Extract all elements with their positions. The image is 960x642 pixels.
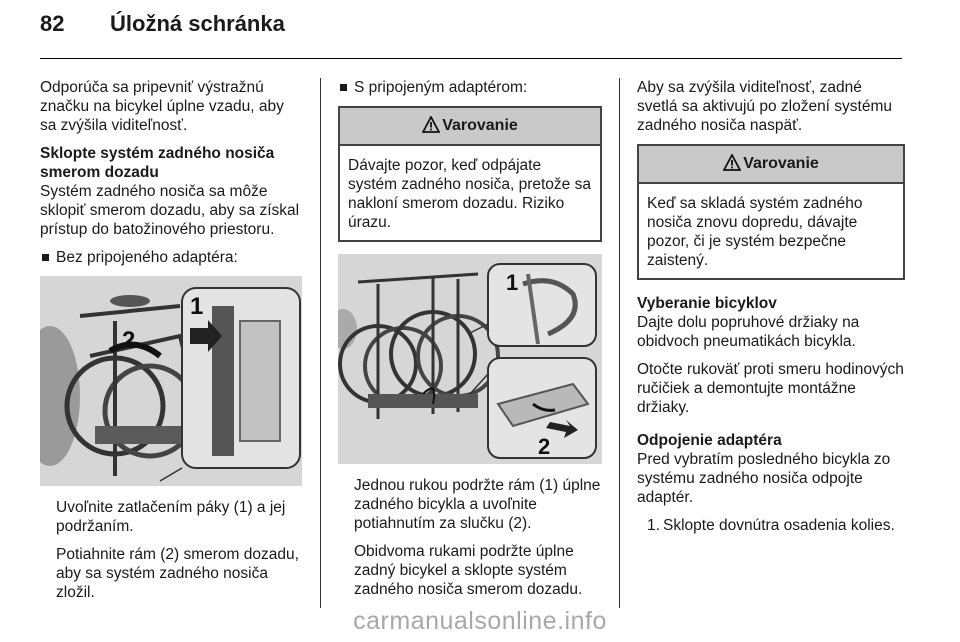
figure-label-2: 2 — [538, 434, 551, 459]
step-1 — [637, 516, 905, 535]
bike-carrier-lever-illustration — [40, 276, 302, 486]
paragraph-strap-holders: Dajte dolu popruhové držiaky na obidvoch pneumatikách bicykla. — [637, 314, 860, 350]
bike-carrier-adapter-illustration — [338, 254, 602, 464]
warning-title: Varovanie — [442, 117, 518, 134]
step-number: 1. — [647, 517, 660, 534]
bullet-square-icon — [340, 84, 347, 91]
warning-box-2 — [637, 144, 905, 280]
warning-triangle-icon — [422, 116, 440, 133]
column-2 — [338, 78, 602, 608]
column-3 — [637, 78, 905, 535]
bullet-with-adapter — [338, 78, 602, 97]
column-divider-1 — [320, 78, 321, 608]
illustration-adapter-release — [338, 254, 602, 464]
header-rule — [40, 58, 902, 59]
bullet-text: S pripojeným adaptérom: — [354, 79, 528, 96]
section-heading-remove-bikes: Vyberanie bicyklov — [637, 295, 777, 312]
paragraph-disconnect-adapter: Pred vybratím posledného bicykla zo systému zadného nosiča odpojte adaptér. — [637, 451, 891, 506]
paragraph-rear-lights: Aby sa zvýšila viditeľnosť, zadné svetlá sa aktivujú po zložení systému zadného nosiča naspäť. — [637, 79, 893, 134]
paragraph-hold-frame: Jednou rukou podržte rám (1) úplne zadného bicykla a uvoľnite potiahnutím za slučku (2). — [354, 477, 601, 532]
paragraph-turn-handle: Otočte rukoväť proti smeru hodinových ručičiek a demontujte montážne držiaky. — [637, 361, 904, 416]
page-title: Úložná schránka — [110, 11, 285, 36]
watermark: carmanualsonline.info — [353, 607, 607, 635]
bullet-without-adapter — [40, 248, 304, 267]
figure-label-2: 2 — [122, 327, 136, 354]
warning-header — [340, 108, 600, 146]
page-number: 82 — [40, 11, 65, 36]
section-heading-fold-back: Sklopte systém zadného nosiča smerom dozadu — [40, 145, 275, 181]
warning-text: Keď sa skladá systém zadného nosiča znovu dopredu, dávajte pozor, či je systém bezpečne zaistený. — [647, 195, 863, 269]
warning-title: Varovanie — [743, 155, 819, 172]
warning-header — [639, 146, 903, 184]
figure-label-1: 1 — [190, 293, 204, 320]
column-1 — [40, 78, 304, 611]
paragraph-press-lever: Uvoľnite zatlačením páky (1) a jej podržaním. — [56, 499, 286, 535]
warning-triangle-icon — [723, 154, 741, 171]
paragraph-fold-rear: Obidvoma rukami podržte úplne zadný bicykel a sklopte systém zadného nosiča smerom dozadu. — [354, 543, 583, 598]
section-heading-disconnect-adapter: Odpojenie adaptéra — [637, 432, 782, 449]
column-divider-2 — [619, 78, 620, 608]
figure-label-1: 1 — [506, 270, 519, 295]
paragraph-pull-frame: Potiahnite rám (2) smerom dozadu, aby sa systém zadného nosiča zložil. — [56, 546, 299, 601]
step-text: Sklopte dovnútra osadenia kolies. — [663, 517, 895, 534]
warning-box-1 — [338, 106, 602, 242]
warning-text: Dávajte pozor, keď odpájate systém zadného nosiča, pretože sa nakloní smerom dozadu. Riziko úrazu. — [348, 157, 591, 231]
paragraph-warning-sign: Odporúča sa pripevniť výstražnú značku na bicykel úplne vzadu, aby sa zvýšila viditeľnosť. — [40, 79, 284, 134]
paragraph-fold-back: Systém zadného nosiča sa môže sklopiť smerom dozadu, aby sa získal prístup do batožinového priestoru. — [40, 183, 300, 238]
bullet-square-icon — [42, 254, 49, 261]
bullet-text: Bez pripojeného adaptéra: — [56, 249, 238, 266]
illustration-lever-release — [40, 276, 302, 486]
